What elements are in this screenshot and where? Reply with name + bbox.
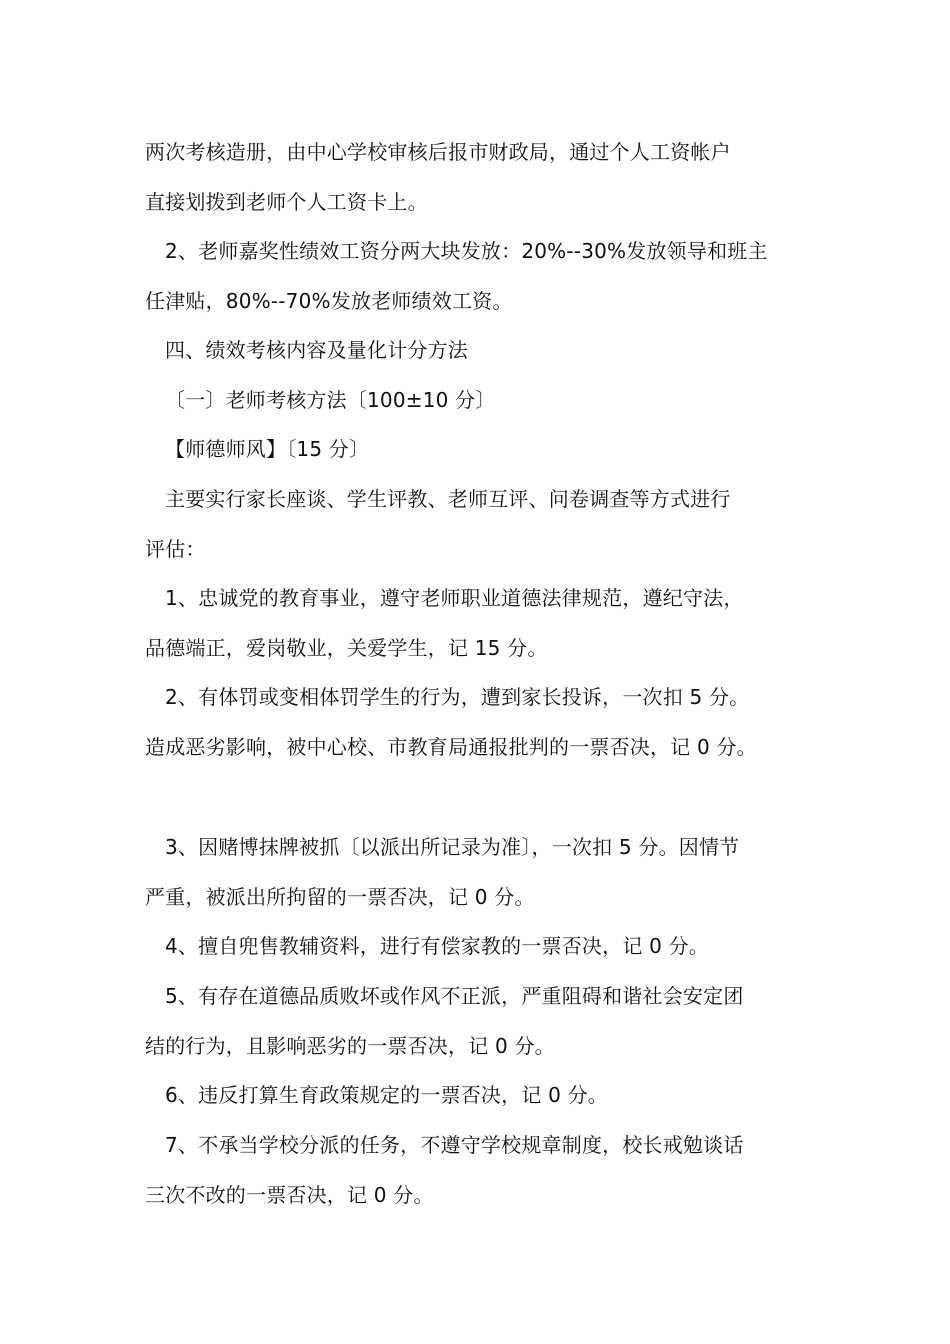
list-item-1 bbox=[145, 573, 825, 673]
text-line: 四、绩效考核内容及量化计分方法 bbox=[165, 338, 468, 362]
text-line: 任津贴，80%--70%发放老师绩效工资。 bbox=[145, 289, 513, 313]
text-line: 主要实行家长座谈、学生评教、老师互评、问卷调查等方式进行 bbox=[165, 487, 731, 511]
subsection-heading bbox=[145, 375, 825, 425]
text-line: 〔一〕老师考核方法〔100±10 分〕 bbox=[165, 388, 496, 412]
text-line: 5、有存在道德品质败坏或作风不正派，严重阻碍和谐社会安定团 bbox=[165, 984, 744, 1008]
list-item-7 bbox=[145, 1120, 825, 1220]
text-line: 6、违反打算生育政策规定的一票否决，记 0 分。 bbox=[165, 1083, 608, 1107]
list-item-4 bbox=[145, 921, 825, 971]
paragraph-2 bbox=[145, 226, 825, 326]
text-line: 造成恶劣影响，被中心校、市教育局通报批判的一票否决，记 0 分。 bbox=[145, 735, 757, 759]
text-line: 【师德师风】〔15 分〕 bbox=[165, 437, 370, 461]
text-line: 1、忠诚党的教育事业，遵守老师职业道德法律规范，遵纪守法， bbox=[165, 586, 744, 610]
list-item-6 bbox=[145, 1070, 825, 1120]
section-heading bbox=[145, 325, 825, 375]
text-line: 3、因赌博抹牌被抓〔以派出所记录为准〕，一次扣 5 分。因情节 bbox=[165, 835, 740, 859]
text-line: 品德端正，爱岗敬业，关爱学生，记 15 分。 bbox=[145, 636, 548, 660]
text-line: 严重，被派出所拘留的一票否决，记 0 分。 bbox=[145, 885, 535, 909]
text-line: 两次考核造册，由中心学校审核后报市财政局，通过个人工资帐户 bbox=[145, 140, 731, 164]
text-line: 结的行为，且影响恶劣的一票否决，记 0 分。 bbox=[145, 1034, 555, 1058]
text-line: 评估： bbox=[145, 537, 206, 561]
paragraph-intro bbox=[145, 474, 825, 574]
text-line: 2、老师嘉奖性绩效工资分两大块发放：20%--30%发放领导和班主 bbox=[165, 239, 768, 263]
text-line: 4、擅自兜售教辅资料，进行有偿家教的一票否决，记 0 分。 bbox=[165, 934, 709, 958]
list-item-5 bbox=[145, 971, 825, 1071]
paragraph-1 bbox=[145, 127, 825, 227]
list-item-3 bbox=[145, 822, 825, 922]
text-line: 2、有体罚或变相体罚学生的行为，遭到家长投诉，一次扣 5 分。 bbox=[165, 685, 750, 709]
category-heading bbox=[145, 424, 825, 474]
list-item-2 bbox=[145, 672, 825, 772]
text-line: 三次不改的一票否决，记 0 分。 bbox=[145, 1183, 434, 1207]
text-line: 7、不承当学校分派的任务，不遵守学校规章制度，校长戒勉谈话 bbox=[165, 1133, 744, 1157]
text-line: 直接划拨到老师个人工资卡上。 bbox=[145, 190, 428, 214]
